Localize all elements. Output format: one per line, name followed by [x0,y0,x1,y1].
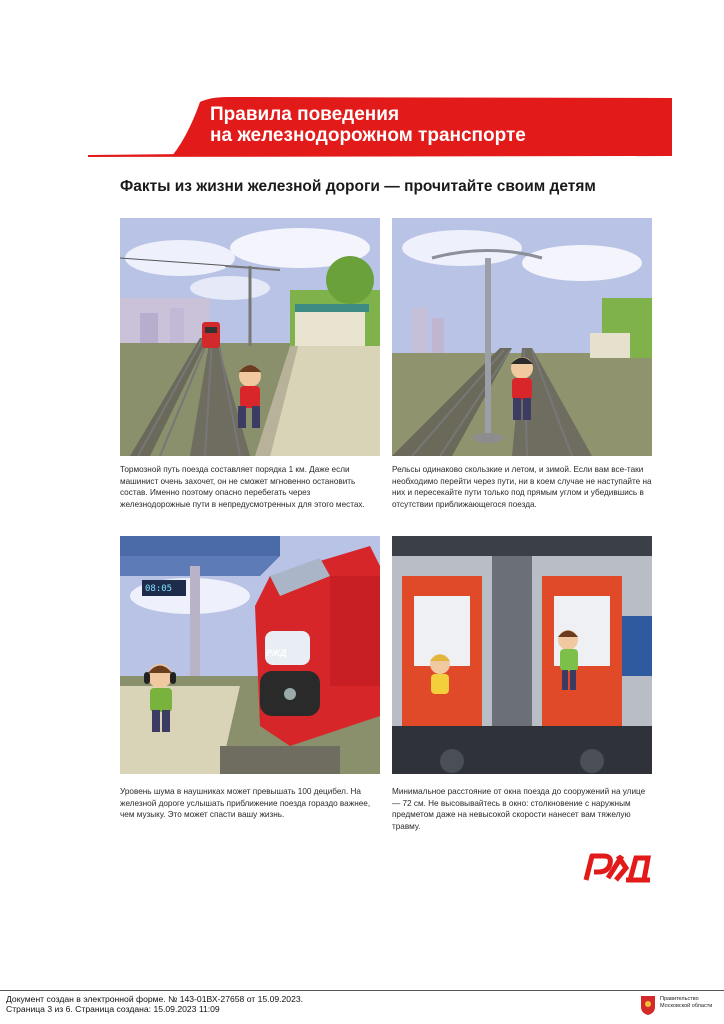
footer-divider [0,990,724,991]
page-subtitle: Факты из жизни железной дороги — прочитайте своим детям [120,178,596,195]
gov-line-1: Правительство [660,996,699,1002]
government-logo [640,994,720,1018]
illustration-headphones-near-train [120,536,380,774]
illustration-leaning-out-window [392,536,652,774]
government-name [660,996,720,1010]
title-banner [88,96,672,160]
caption-panel-4: Минимальное расстояние от окна поезда до сооружений на улице — 72 см. Не высовывайтесь в окно: столкновение с наружным предметом даже на невысокой скорости нанесет вам тяжелую травму. [392,787,646,831]
gov-line-2: Московской области [660,1003,713,1009]
caption-panel-3: Уровень шума в наушниках может превышать 100 децибел. На железной дороге услышать приближение поезда гораздо важнее, чем музыку. Это может спасти вашу жизнь. [120,787,371,820]
footer-line-2: Страница 3 из 6. Страница создана: 15.09.2023 11:09 [6,1004,220,1014]
banner-title-line1: Правила поведения [210,104,400,125]
footer-line-1: Документ создан в электронной форме. № 143-01ВХ-27658 от 15.09.2023. [6,994,304,1004]
caption-panel-1: Тормозной путь поезда составляет порядка 1 км. Даже если машинист очень захочет, он не сможет мгновенно остановить состав. Именно поэтому опасно перебегать через железнодорожные пути в непредусмотренных для этого местах. [120,465,365,509]
coat-of-arms-icon [640,994,656,1016]
banner-title-line2: на железнодорожном транспорте [210,125,526,146]
banner-title [210,104,526,146]
rzd-logo [582,850,654,889]
footer-document-info [6,994,303,1014]
platform-clock: 08:05 [145,584,173,594]
train-logo-text: РЖД [266,648,287,658]
illustration-walking-on-rails [392,218,652,456]
caption-panel-2: Рельсы одинаково скользкие и летом, и зимой. Если вам все-таки необходимо перейти через пути, ни в коем случае не наступайте на них и пересекайте пути только под прямым углом и убедившись в отсутствии приближающегося поезда. [392,465,652,509]
illustration-crossing-tracks [120,218,380,456]
